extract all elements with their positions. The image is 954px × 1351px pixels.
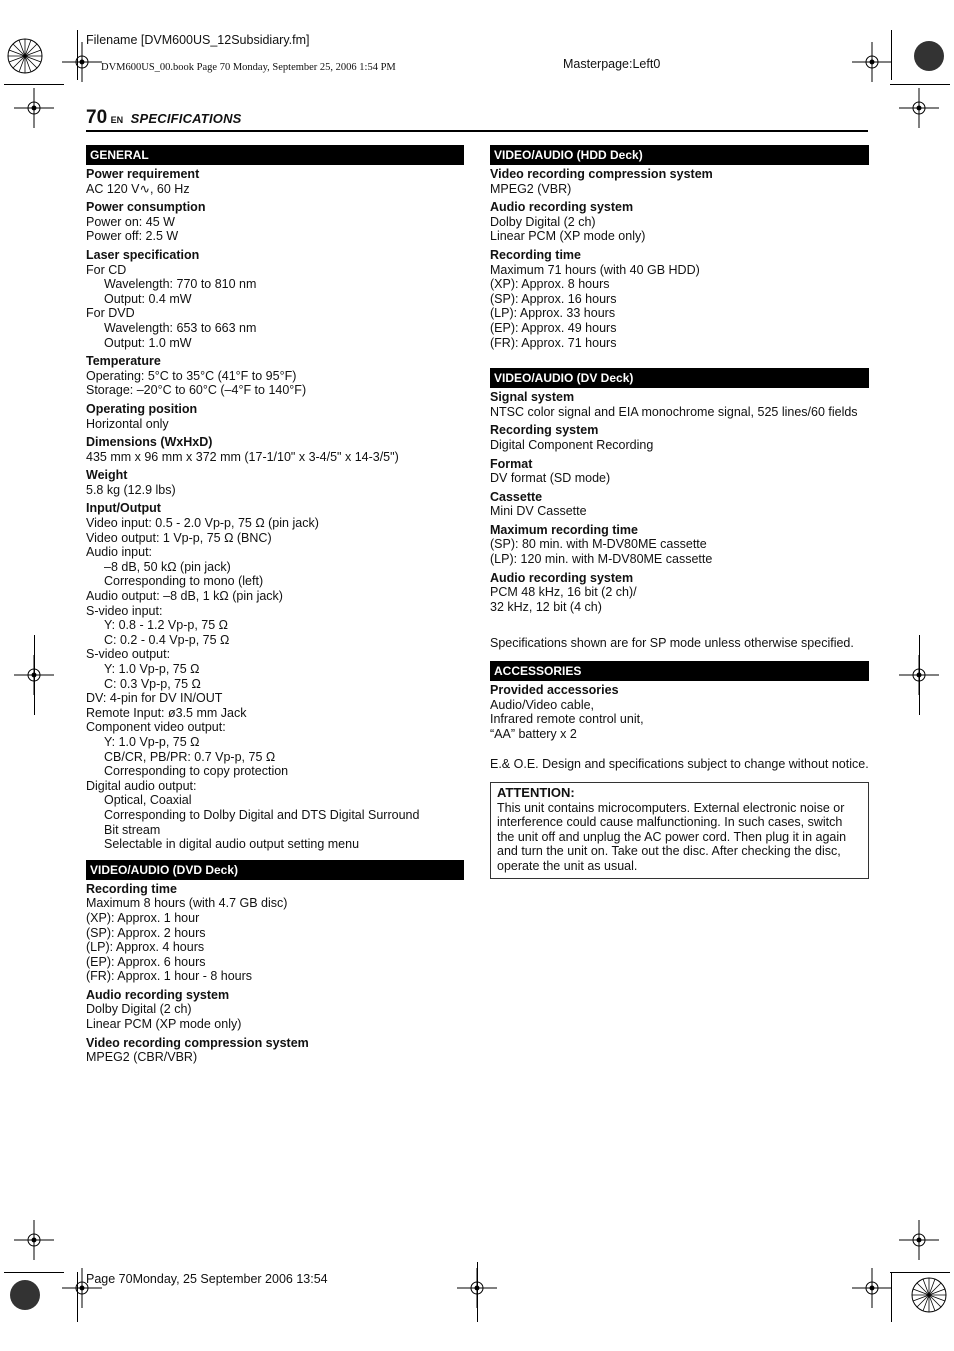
spec-heading: Power consumption — [86, 200, 206, 215]
attention-text: This unit contains microcomputers. External electronic noise or interference could cause malfunctioning. In such cases, switch the unit off and unplug the AC power cord. Then plug it in again and turn the unit on. Take out the disc. After checking the disc, operate the unit as usual. — [497, 800, 847, 873]
footer-timestamp: Page 70Monday, 25 September 2006 13:54 — [86, 1272, 328, 1286]
spec-group — [86, 1036, 464, 1065]
section-general — [86, 145, 464, 852]
spec-line: Output: 1.0 mW — [104, 335, 192, 350]
spec-group — [86, 402, 464, 431]
spec-line: (XP): Approx. 1 hour — [86, 910, 200, 925]
spec-line: Audio input: — [86, 545, 153, 560]
spec-heading: Temperature — [86, 354, 161, 369]
page-heading — [86, 107, 242, 128]
spec-line: Maximum 8 hours (with 4.7 GB disc) — [86, 896, 288, 911]
spec-group — [86, 248, 464, 350]
spec-line: (SP): Approx. 16 hours — [490, 291, 617, 306]
spec-line: MPEG2 (CBR/VBR) — [86, 1050, 198, 1065]
spec-group — [86, 200, 464, 244]
crosshair-icon — [14, 88, 54, 128]
spec-line: DV format (SD mode) — [490, 471, 611, 486]
spec-group — [490, 167, 869, 196]
spec-line: (SP): 80 min. with M-DV80ME cassette — [490, 537, 707, 552]
right-column — [490, 145, 869, 879]
spec-line: Dolby Digital (2 ch) — [86, 1002, 192, 1017]
spec-heading: Recording time — [490, 247, 581, 262]
spec-line: Storage: –20°C to 60°C (–4°F to 140°F) — [86, 383, 307, 398]
spec-line: For DVD — [86, 306, 135, 321]
spec-groups — [490, 167, 869, 350]
spec-line: Corresponding to mono (left) — [104, 574, 264, 589]
spec-line: Remote Input: ø3.5 mm Jack — [86, 705, 247, 720]
spec-line: S-video output: — [86, 647, 171, 662]
spec-line: C: 0.2 - 0.4 Vp-p, 75 Ω — [104, 632, 230, 647]
spec-line: Wavelength: 770 to 810 nm — [104, 277, 257, 292]
filename-label: Filename [DVM600US_12Subsidiary.fm] — [86, 33, 310, 47]
spec-group — [490, 457, 869, 486]
spec-line: Horizontal only — [86, 416, 169, 431]
spec-heading: Weight — [86, 468, 128, 483]
spec-group — [86, 167, 464, 196]
spec-line: Dolby Digital (2 ch) — [490, 214, 596, 229]
spec-line: Y: 1.0 Vp-p, 75 Ω — [104, 662, 200, 676]
spec-group — [490, 523, 869, 567]
crosshair-icon — [62, 42, 102, 82]
page-number: 70 — [86, 107, 108, 128]
spec-heading: Power requirement — [86, 167, 200, 181]
spec-group — [86, 988, 464, 1032]
spec-line: Y: 0.8 - 1.2 Vp-p, 75 Ω — [104, 618, 228, 633]
spec-group — [86, 354, 464, 398]
section-title: VIDEO/AUDIO (DV Deck) — [490, 368, 869, 388]
attention-box — [490, 782, 869, 879]
spec-line: Audio/Video cable, — [490, 697, 595, 712]
spec-group — [490, 571, 869, 615]
section-accessories — [490, 661, 869, 772]
spec-heading: Provided accessories — [490, 683, 619, 698]
spec-line: Digital Component Recording — [490, 437, 654, 452]
spec-line: (EP): Approx. 49 hours — [490, 320, 617, 335]
section-title: VIDEO/AUDIO (DVD Deck) — [86, 860, 464, 880]
registration-dot-icon — [5, 1275, 45, 1315]
spec-groups — [86, 882, 464, 1065]
spec-group — [490, 423, 869, 452]
spec-heading: Video recording compression system — [86, 1035, 309, 1050]
spec-heading: Audio recording system — [86, 987, 230, 1002]
spec-heading: Audio recording system — [490, 200, 634, 215]
header-rule — [86, 130, 868, 132]
spec-heading: Format — [490, 456, 533, 471]
registration-dot-icon — [909, 36, 949, 76]
spec-line: MPEG2 (VBR) — [490, 181, 572, 196]
crosshair-icon — [899, 88, 939, 128]
section-dvd-deck — [86, 860, 464, 1065]
spec-line: (FR): Approx. 71 hours — [490, 335, 617, 350]
spec-line: 5.8 kg (12.9 lbs) — [86, 482, 176, 497]
spec-line: (LP): Approx. 4 hours — [86, 940, 205, 955]
spec-line: 435 mm x 96 mm x 372 mm (17-1/10" x 3-4/5" x 14-3/5") — [86, 449, 399, 464]
spec-line: Selectable in digital audio output setting menu — [104, 837, 360, 852]
page-title: SPECIFICATIONS — [130, 111, 242, 126]
spec-line: Power on: 45 W — [86, 214, 175, 229]
registration-target-icon — [5, 36, 45, 76]
section-title: ACCESSORIES — [490, 661, 869, 681]
spec-heading: Cassette — [490, 489, 543, 504]
spec-line: Video output: 1 Vp-p, 75 Ω (BNC) — [86, 530, 272, 545]
spec-line: (FR): Approx. 1 hour - 8 hours — [86, 969, 253, 984]
spec-line: AC 120 V∿, 60 Hz — [86, 181, 190, 196]
spec-groups — [490, 390, 869, 614]
spec-heading: Maximum recording time — [490, 522, 638, 537]
spec-line: DV: 4-pin for DV IN/OUT — [86, 691, 223, 706]
spec-line: Y: 1.0 Vp-p, 75 Ω — [104, 734, 200, 749]
spec-line: Bit stream — [104, 822, 161, 837]
spec-line: (EP): Approx. 6 hours — [86, 954, 206, 969]
crosshair-icon — [14, 1220, 54, 1260]
spec-line: Wavelength: 653 to 663 nm — [104, 320, 257, 335]
spec-heading: Audio recording system — [490, 570, 634, 585]
spec-line: Operating: 5°C to 35°C (41°F to 95°F) — [86, 368, 297, 383]
spec-line: Linear PCM (XP mode only) — [86, 1017, 242, 1032]
disclaimer-text: E.& O.E. Design and specifications subject to change without notice. — [490, 757, 869, 772]
spec-group — [490, 200, 869, 244]
spec-line: Audio output: –8 dB, 1 kΩ (pin jack) — [86, 589, 283, 604]
spec-group — [490, 390, 869, 419]
spec-line: Corresponding to Dolby Digital and DTS Digital Surround — [104, 807, 420, 822]
language-code: EN — [110, 115, 124, 125]
spec-line: Output: 0.4 mW — [104, 291, 192, 306]
spec-group — [490, 490, 869, 519]
spec-line: Linear PCM (XP mode only) — [490, 229, 646, 244]
section-title: GENERAL — [86, 145, 464, 165]
crosshair-icon — [852, 1268, 892, 1308]
masterpage-label: Masterpage:Left0 — [563, 57, 661, 71]
spec-line: (XP): Approx. 8 hours — [490, 277, 610, 292]
spec-groups — [490, 683, 869, 741]
spec-heading: Recording system — [490, 423, 599, 438]
spec-line: Component video output: — [86, 720, 226, 735]
spec-heading: Recording time — [86, 881, 177, 896]
spec-group — [490, 248, 869, 350]
section-dv-deck — [490, 368, 869, 651]
spec-line: –8 dB, 50 kΩ (pin jack) — [104, 559, 231, 574]
spec-line: Optical, Coaxial — [104, 793, 192, 808]
spec-line: Power off: 2.5 W — [86, 229, 179, 244]
left-column — [86, 145, 464, 1073]
spec-group — [490, 683, 869, 741]
spec-heading: Input/Output — [86, 501, 161, 516]
spec-heading: Video recording compression system — [490, 167, 713, 181]
crosshair-icon — [852, 42, 892, 82]
registration-target-icon — [909, 1275, 949, 1315]
spec-line: PCM 48 kHz, 16 bit (2 ch)/ — [490, 585, 637, 600]
spec-line: Digital audio output: — [86, 778, 197, 793]
spec-line: Maximum 71 hours (with 40 GB HDD) — [490, 262, 700, 277]
spec-line: C: 0.3 Vp-p, 75 Ω — [104, 676, 201, 691]
spec-group — [86, 468, 464, 497]
spec-line: NTSC color signal and EIA monochrome signal, 525 lines/60 fields — [490, 404, 858, 419]
section-hdd-deck — [490, 145, 869, 350]
spec-heading: Signal system — [490, 390, 575, 405]
spec-line: 32 kHz, 12 bit (4 ch) — [490, 599, 602, 614]
spec-line: Corresponding to copy protection — [104, 764, 289, 779]
spec-line: (LP): 120 min. with M-DV80ME cassette — [490, 552, 713, 567]
spec-group — [86, 501, 464, 851]
attention-title: ATTENTION: — [497, 785, 575, 800]
spec-line: Infrared remote control unit, — [490, 712, 644, 727]
sp-mode-note: Specifications shown are for SP mode unless otherwise specified. — [490, 636, 854, 651]
spec-line: Mini DV Cassette — [490, 504, 587, 519]
spec-heading: Operating position — [86, 401, 198, 416]
spec-group — [86, 435, 464, 464]
spec-group — [86, 882, 464, 984]
crosshair-icon — [899, 1220, 939, 1260]
spec-line: “AA” battery x 2 — [490, 726, 577, 741]
spec-heading: Laser specification — [86, 247, 200, 262]
spec-line: Video input: 0.5 - 2.0 Vp-p, 75 Ω (pin jack) — [86, 516, 319, 531]
spec-line: CB/CR, PB/PR: 0.7 Vp-p, 75 Ω — [104, 749, 276, 764]
spec-heading: Dimensions (WxHxD) — [86, 435, 213, 450]
spec-line: (LP): Approx. 33 hours — [490, 306, 616, 321]
spec-line: For CD — [86, 262, 127, 277]
spec-line: S-video input: — [86, 603, 163, 618]
book-info-line: DVM600US_00.book Page 70 Monday, September 25, 2006 1:54 PM — [101, 62, 396, 73]
spec-line: (SP): Approx. 2 hours — [86, 925, 206, 940]
section-title: VIDEO/AUDIO (HDD Deck) — [490, 145, 869, 165]
spec-groups — [86, 167, 464, 852]
